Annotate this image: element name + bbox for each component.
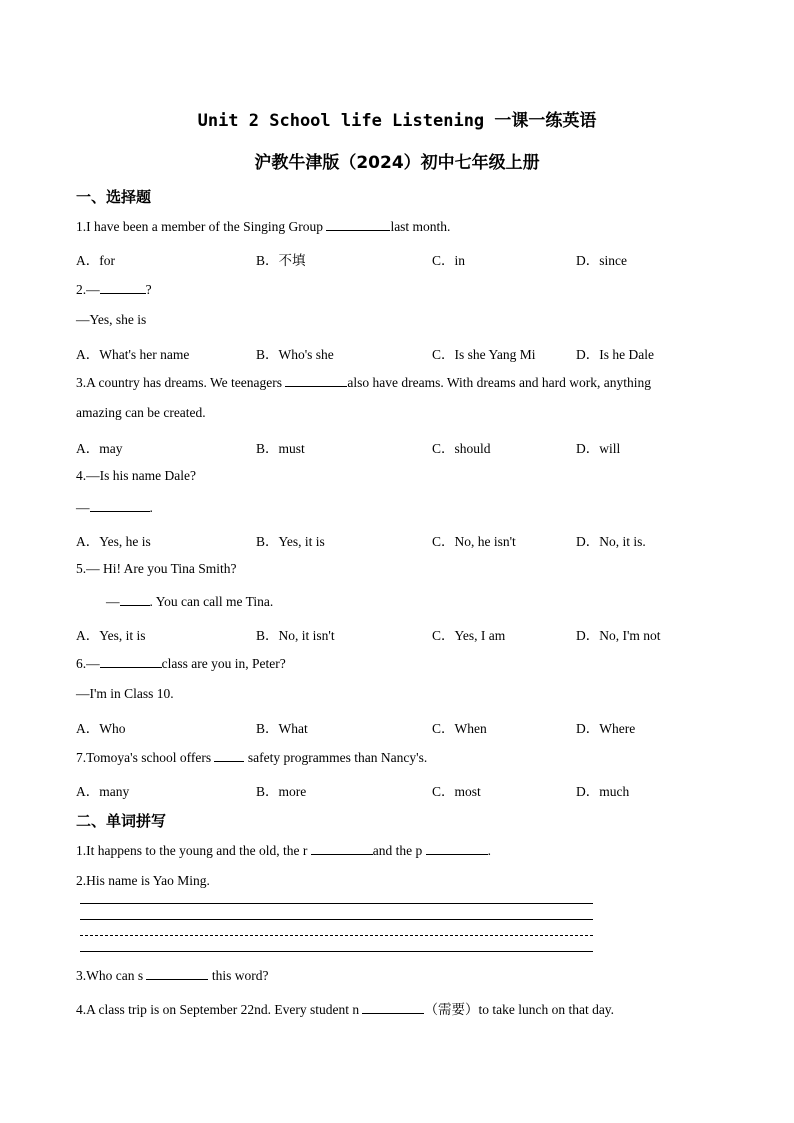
- q3-option-a: A．may: [76, 441, 123, 456]
- q4-stem: 4.—Is his name Dale?: [76, 468, 196, 483]
- q5-response-pre: —: [106, 594, 120, 609]
- q5-blank: [120, 593, 150, 606]
- s2-q1-post: .: [487, 843, 491, 858]
- s2-q1-stem: [76, 842, 491, 859]
- q6-stem-post: class are you in, Peter?: [161, 656, 286, 671]
- section1-heading: 一、选择题: [76, 188, 152, 206]
- s2-q3-stem: [76, 967, 268, 984]
- q5-option-c: C．Yes, I am: [432, 628, 506, 643]
- section2-heading: 二、单词拼写: [76, 812, 167, 830]
- q4-option-a: A．Yes, he is: [76, 534, 151, 549]
- q4-option-c: C．No, he isn't: [432, 534, 516, 549]
- q4-option-b: B．Yes, it is: [256, 534, 325, 549]
- title-line2: 沪教牛津版（2024）初中七年级上册: [254, 153, 540, 173]
- q3-option-c: C．should: [432, 441, 491, 456]
- q7-stem-pre: 7.Tomoya's school offers: [76, 750, 215, 765]
- q2-option-b: B．Who's she: [256, 347, 334, 362]
- q1-stem-pre: 1.I have been a member of the Singing Group: [76, 219, 327, 234]
- q7-blank: [214, 749, 244, 762]
- q5-option-b: B．No, it isn't: [256, 628, 335, 643]
- q4-option-d: D．No, it is.: [576, 534, 646, 549]
- q6-blank: [100, 655, 162, 668]
- writing-line-dashed: [80, 935, 593, 936]
- q3-stem-pre: 3.A country has dreams. We teenagers: [76, 375, 286, 390]
- s2-q3-post: this word?: [208, 968, 269, 983]
- s2-q4-pre: 4.A class trip is on September 22nd. Every student n: [76, 1002, 363, 1017]
- q2-stem: [76, 281, 152, 298]
- s2-q4-blank: [362, 1001, 424, 1014]
- q5-response: [106, 593, 273, 610]
- q5-option-a: A．Yes, it is: [76, 628, 146, 643]
- q5-stem: 5.— Hi! Are you Tina Smith?: [76, 561, 237, 576]
- q3-blank: [285, 374, 347, 387]
- q5-option-d: D．No, I'm not: [576, 628, 661, 643]
- q1-option-a: A．for: [76, 253, 115, 268]
- writing-line-3: [80, 951, 593, 952]
- s2-q3-blank: [146, 967, 208, 980]
- q2-option-c: C．Is she Yang Mi: [432, 347, 536, 362]
- title-line1: Unit 2 School life Listening 一课一练英语: [197, 111, 597, 131]
- s2-q1-blank-2: [426, 842, 488, 855]
- q6-option-a: A．Who: [76, 721, 126, 736]
- q2-stem-post: ?: [145, 282, 152, 297]
- s2-q4-stem: [76, 998, 614, 1018]
- q6-stem: [76, 655, 286, 672]
- q6-stem-pre: 6.—: [76, 656, 100, 671]
- q7-option-d: D．much: [576, 784, 630, 799]
- q6-option-c: C．When: [432, 721, 487, 736]
- q4-response-post: .: [149, 500, 153, 515]
- s2-q3-pre: 3.Who can s: [76, 968, 147, 983]
- s2-q1-mid: and the p: [372, 843, 426, 858]
- q4-response-pre: —: [76, 500, 90, 515]
- q3-stem-line2: amazing can be created.: [76, 405, 206, 420]
- q6-option-b: B．What: [256, 721, 308, 736]
- q2-stem-pre: 2.—: [76, 282, 100, 297]
- q3-stem: [76, 374, 651, 391]
- s2-q2-stem: 2.His name is Yao Ming.: [76, 873, 210, 888]
- q4-response: [76, 499, 153, 516]
- writing-line-2: [80, 919, 593, 920]
- q1-stem-post: last month.: [390, 219, 451, 234]
- q7-option-b: B．more: [256, 784, 307, 799]
- q7-stem: [76, 749, 427, 766]
- q3-stem-post: also have dreams. With dreams and hard work, anything: [347, 375, 651, 390]
- q2-blank: [100, 281, 146, 294]
- q2-option-a: A．What's her name: [76, 347, 190, 362]
- s2-q1-blank-1: [311, 842, 373, 855]
- q7-option-c: C．most: [432, 784, 481, 799]
- q5-response-post: . You can call me Tina.: [149, 594, 274, 609]
- q7-stem-post: safety programmes than Nancy's.: [244, 750, 428, 765]
- q1-option-d: D．since: [576, 253, 627, 268]
- q2-response: —Yes, she is: [76, 312, 147, 327]
- q1-option-c: C．in: [432, 253, 466, 268]
- q2-option-d: D．Is he Dale: [576, 347, 654, 362]
- q3-option-b: B．must: [256, 441, 305, 456]
- s2-q1-pre: 1.It happens to the young and the old, the r: [76, 843, 311, 858]
- writing-line-1: [80, 903, 593, 904]
- q1-blank: [326, 218, 390, 231]
- q4-blank: [90, 499, 150, 512]
- q1-option-b: B．不填: [256, 253, 306, 268]
- q6-response: —I'm in Class 10.: [76, 686, 174, 701]
- s2-q4-post: （需要）to take lunch on that day.: [424, 1002, 615, 1017]
- q3-option-d: D．will: [576, 441, 621, 456]
- q7-option-a: A．many: [76, 784, 130, 799]
- q1-stem: [76, 218, 450, 235]
- q6-option-d: D．Where: [576, 721, 636, 736]
